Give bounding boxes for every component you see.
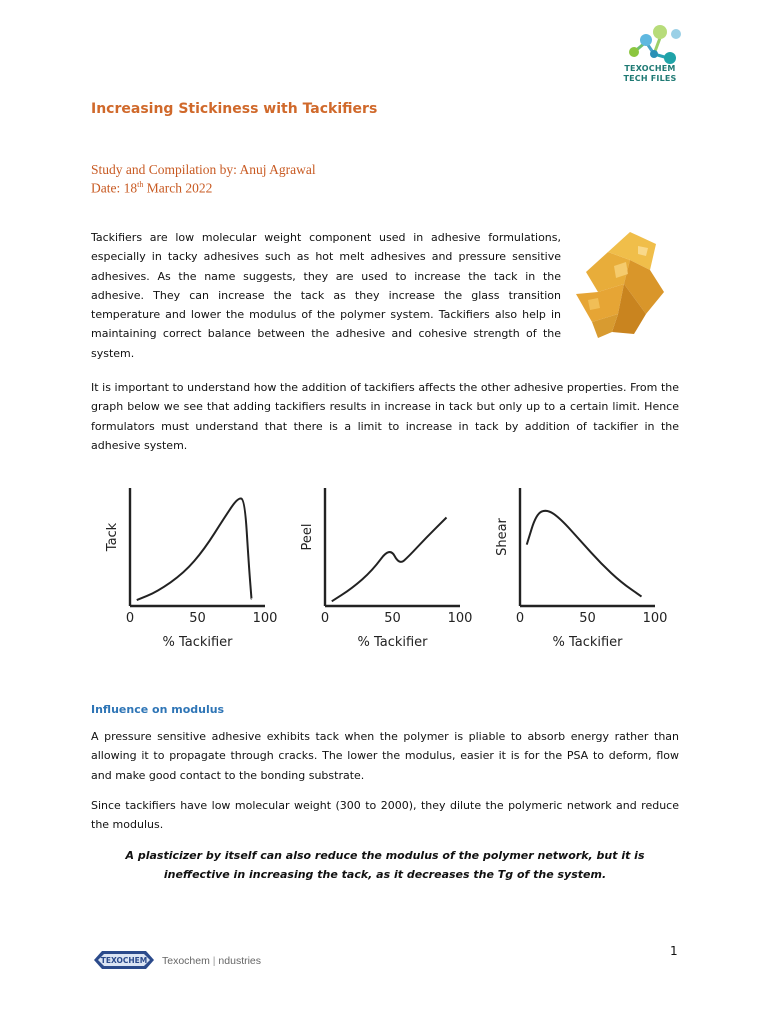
date-ordinal: th <box>137 180 144 189</box>
graph-intro-paragraph: It is important to understand how the addition of tackifiers affects the other adhesive properties. From the graph below we see that adding tackifiers results in increase in tack but only up to a certain limit. Hence formulators must understand that there is a limit to increase in tack by addition of tackifier in the adhesive system. <box>91 381 679 452</box>
series-line <box>137 498 252 600</box>
logo-wordmark <box>608 64 692 84</box>
x-tick-label: 100 <box>447 611 473 626</box>
date-prefix: Date: 18 <box>91 180 138 196</box>
logo-line-1: TEXOCHEM <box>624 64 676 73</box>
date-line <box>91 180 212 197</box>
footer-company-name <box>162 955 261 967</box>
x-tick-label: 50 <box>189 611 206 626</box>
document-title: Increasing Stickiness with Tackifiers <box>91 101 378 117</box>
y-axis-label: Peel <box>300 523 315 551</box>
logo-line-2: TECH FILES <box>623 74 677 83</box>
x-tick-label: 50 <box>384 611 401 626</box>
byline: Study and Compilation by: Anuj Agrawal <box>91 162 316 177</box>
modulus-paragraph-1: A pressure sensitive adhesive exhibits tack when the polymer is pliable to absorb energy rather than allowing it to propagate through cracks. The lower the modulus, easier it is for the PSA to deform, flow and make good contact to the bonding substrate. <box>91 730 679 782</box>
peel-chart <box>295 468 477 660</box>
x-tick-label: 50 <box>579 611 596 626</box>
x-axis-label: % Tackifier <box>552 635 623 650</box>
section-heading-modulus: Influence on modulus <box>91 703 225 716</box>
modulus-paragraph-2: Since tackifiers have low molecular weight (300 to 2000), they dilute the polymeric network and reduce the modulus. <box>91 799 679 832</box>
plasticizer-note: A plasticizer by itself can also reduce the modulus of the polymer network, but it is ineffective in increasing the tack, as it decreases the Tg of the system. <box>125 849 645 881</box>
texochem-footer-logo <box>94 949 154 971</box>
footer-company-b: ndustries <box>218 955 262 967</box>
series-line <box>527 511 642 597</box>
intro-paragraph: Tackifiers are low molecular weight component used in adhesive formulations, especially in tacky adhesives such as hot melt adhesives and pressure sensitive adhesives. As the name suggests, they are used to increase the tack in the adhesive. They can increase the tack as they increase the glass transition temperature and lower the modulus of the polymer system. Tackifiers also help in maintaining correct balance between the adhesive and cohesive strength of the system. <box>91 231 561 360</box>
tackifier-resin-image <box>568 222 672 342</box>
y-axis-label: Shear <box>495 518 510 556</box>
x-tick-label: 0 <box>125 611 135 626</box>
x-tick-label: 100 <box>642 611 668 626</box>
footer-logo-text: TEXOCHEM <box>100 956 148 965</box>
x-tick-label: 100 <box>252 611 278 626</box>
footer-company-a: Texochem <box>162 955 210 967</box>
series-line <box>332 518 447 602</box>
y-axis-label: Tack <box>105 522 120 552</box>
footer-separator: | <box>209 955 219 967</box>
tack-chart <box>100 468 278 660</box>
shear-chart <box>490 468 670 664</box>
date-suffix: March 2022 <box>143 180 213 196</box>
x-tick-label: 0 <box>320 611 330 626</box>
page-number: 1 <box>670 944 678 958</box>
x-tick-label: 0 <box>515 611 525 626</box>
x-axis-label: % Tackifier <box>357 635 428 650</box>
x-axis-label: % Tackifier <box>162 635 233 650</box>
